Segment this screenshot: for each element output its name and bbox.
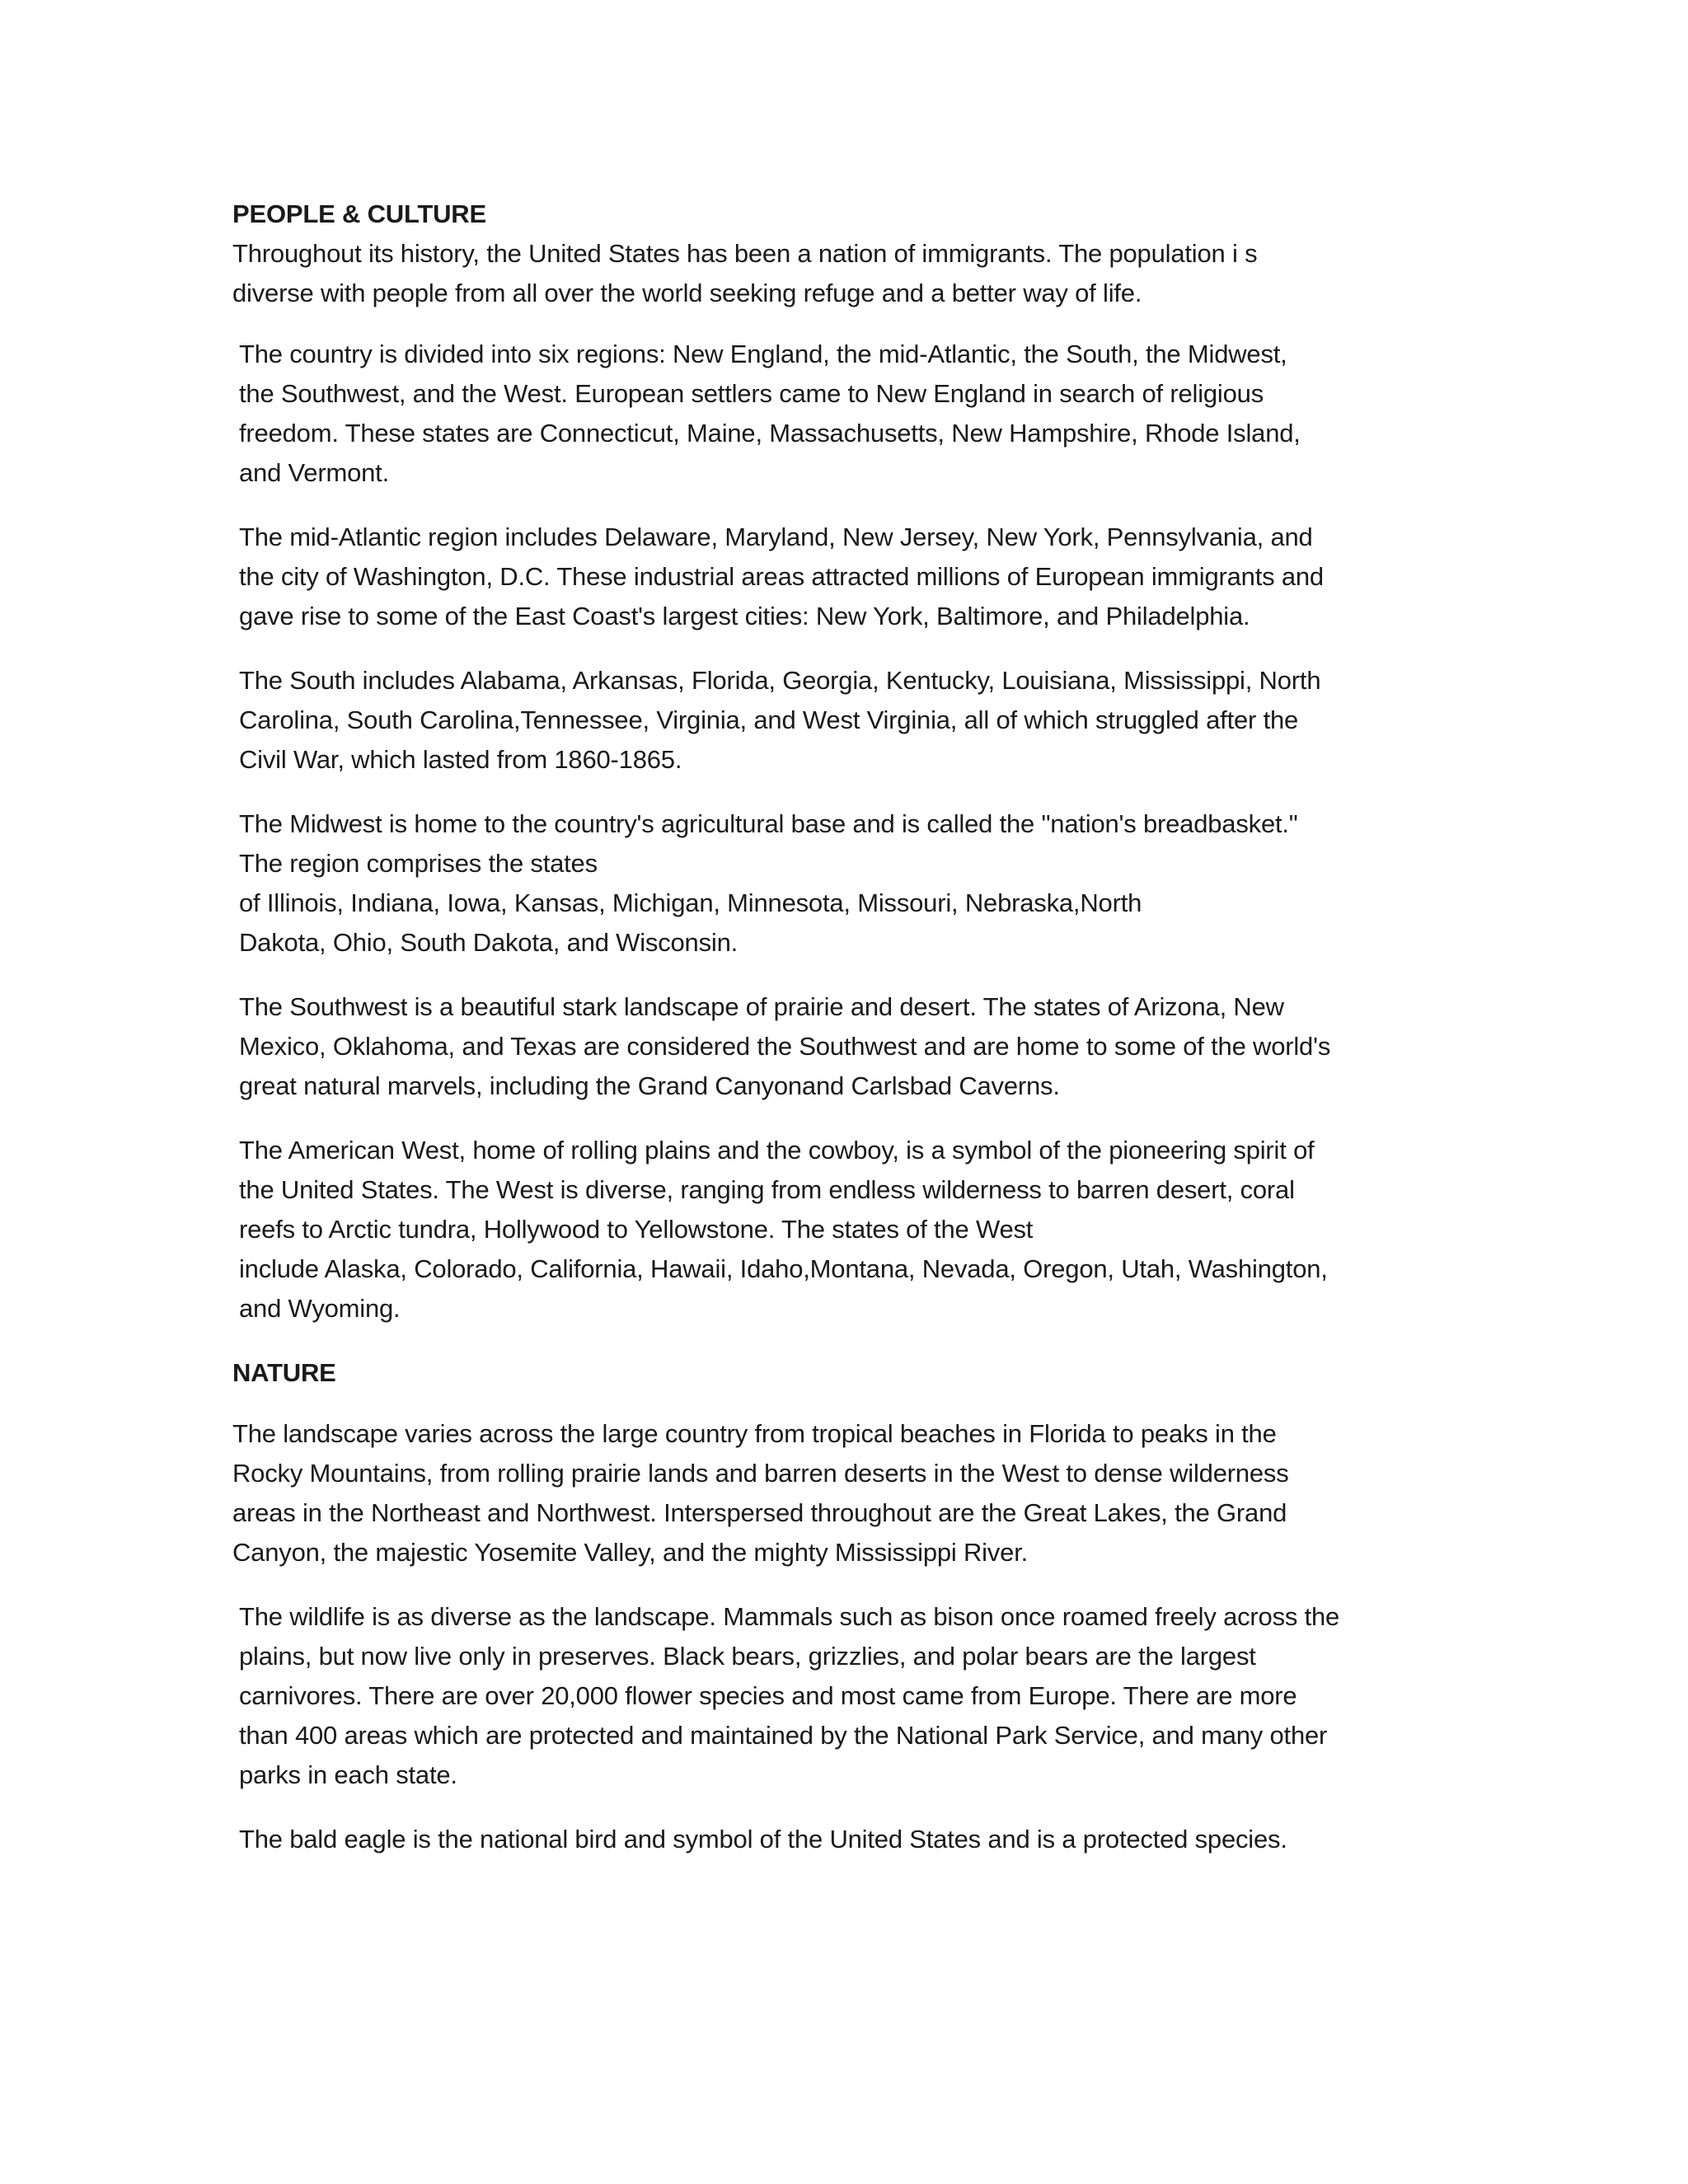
text-line: Canyon, the majestic Yosemite Valley, and the mighty Mississippi River. xyxy=(232,1538,1029,1567)
text-line: and Wyoming. xyxy=(239,1294,401,1323)
text-line: the United States. The West is diverse, ranging from endless wilderness to barren desert, coral xyxy=(239,1175,1295,1204)
paragraph-west xyxy=(232,1131,1452,1329)
text-line: The South includes Alabama, Arkansas, Florida, Georgia, Kentucky, Louisiana, Mississippi, North xyxy=(239,666,1321,695)
text-line: the Southwest, and the West. European settlers came to New England in search of religious xyxy=(239,379,1264,408)
text-line: The mid-Atlantic region includes Delaware, Maryland, New Jersey, New York, Pennsylvania, and xyxy=(239,523,1313,551)
text-line: Civil War, which lasted from 1860-1865. xyxy=(239,745,682,774)
text-line: The country is divided into six regions: New England, the mid-Atlantic, the South, the Midwest, xyxy=(239,340,1287,368)
text-line: of Illinois, Indiana, Iowa, Kansas, Michigan, Minnesota, Missouri, Nebraska,North xyxy=(239,888,1142,917)
section-heading-nature: NATURE xyxy=(232,1358,336,1387)
text-line: parks in each state. xyxy=(239,1760,457,1789)
text-line: great natural marvels, including the Grand Canyonand Carlsbad Caverns. xyxy=(239,1071,1060,1100)
text-line: The bald eagle is the national bird and symbol of the United States and is a protected species. xyxy=(239,1825,1287,1854)
paragraph-bald-eagle xyxy=(232,1820,1452,1859)
text-line: Dakota, Ohio, South Dakota, and Wisconsin. xyxy=(239,928,738,957)
text-line: Rocky Mountains, from rolling prairie lands and barren deserts in the West to dense wilderness xyxy=(232,1459,1289,1488)
text-line: diverse with people from all over the world seeking refuge and a better way of life. xyxy=(232,279,1142,307)
text-line: the city of Washington, D.C. These industrial areas attracted millions of European immigrants and xyxy=(239,562,1324,591)
paragraph-southwest xyxy=(232,987,1452,1106)
paragraph-landscape xyxy=(232,1414,1452,1572)
text-line: The Southwest is a beautiful stark landscape of prairie and desert. The states of Arizona, New xyxy=(239,992,1284,1021)
text-line: The Midwest is home to the country's agricultural base and is called the "nation's breadbasket." xyxy=(239,809,1298,838)
text-line: The region comprises the states xyxy=(239,849,598,878)
section-heading-people-culture: PEOPLE & CULTURE xyxy=(232,199,486,228)
paragraph-wildlife xyxy=(232,1597,1452,1795)
paragraph-mid-atlantic xyxy=(232,518,1452,636)
text-line: Carolina, South Carolina,Tennessee, Virginia, and West Virginia, all of which struggled after the xyxy=(239,705,1299,734)
text-line: Mexico, Oklahoma, and Texas are considered the Southwest and are home to some of the world's xyxy=(239,1032,1331,1061)
paragraph-immigrants xyxy=(232,234,1452,313)
paragraph-midwest xyxy=(232,804,1452,963)
text-line: Throughout its history, the United States has been a nation of immigrants. The population i s xyxy=(232,239,1258,268)
paragraph-south xyxy=(232,661,1452,780)
text-line: The wildlife is as diverse as the landscape. Mammals such as bison once roamed freely across the xyxy=(239,1602,1340,1631)
text-line: include Alaska, Colorado, California, Hawaii, Idaho,Montana, Nevada, Oregon, Utah, Washington, xyxy=(239,1254,1328,1283)
text-line: than 400 areas which are protected and maintained by the National Park Service, and many other xyxy=(239,1721,1328,1750)
text-line: areas in the Northeast and Northwest. Interspersed throughout are the Great Lakes, the Grand xyxy=(232,1498,1287,1527)
text-line: The American West, home of rolling plains and the cowboy, is a symbol of the pioneering spirit of xyxy=(239,1136,1315,1165)
text-line: gave rise to some of the East Coast's largest cities: New York, Baltimore, and Philadelphia. xyxy=(239,602,1250,630)
text-line: carnivores. There are over 20,000 flower species and most came from Europe. There are more xyxy=(239,1681,1297,1710)
text-line: The landscape varies across the large country from tropical beaches in Florida to peaks in the xyxy=(232,1419,1277,1448)
document-body xyxy=(232,194,1452,1884)
text-line: plains, but now live only in preserves. Black bears, grizzlies, and polar bears are the largest xyxy=(239,1642,1256,1671)
text-line: reefs to Arctic tundra, Hollywood to Yellowstone. The states of the West xyxy=(239,1215,1034,1244)
text-line: and Vermont. xyxy=(239,458,389,487)
text-line: freedom. These states are Connecticut, Maine, Massachusetts, New Hampshire, Rhode Island, xyxy=(239,419,1301,448)
paragraph-regions xyxy=(232,335,1452,493)
